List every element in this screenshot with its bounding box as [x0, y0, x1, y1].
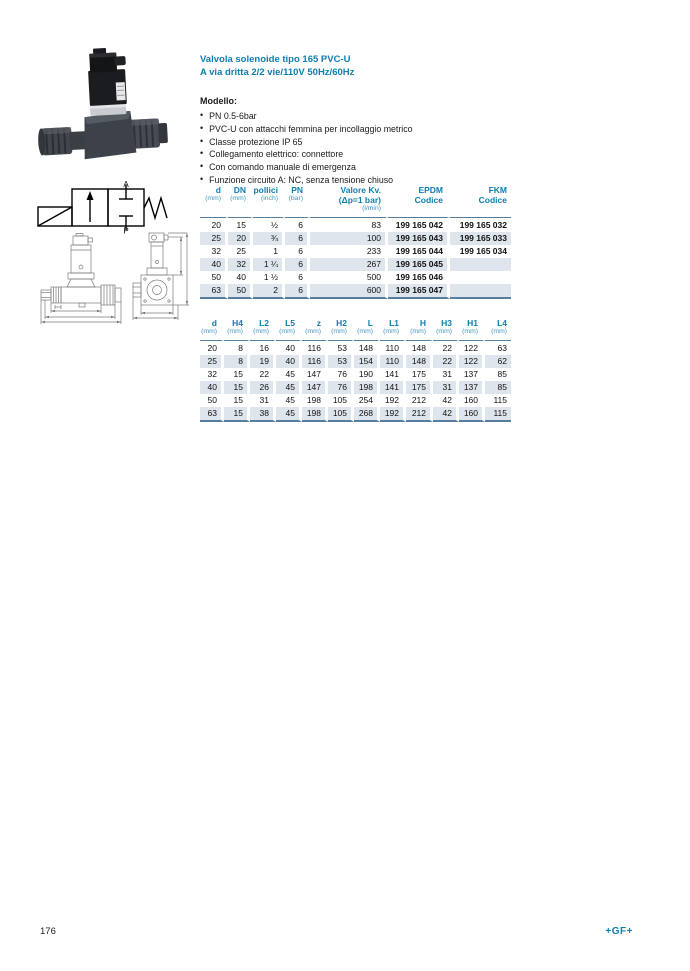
kv-codes-table: [200, 185, 511, 299]
column-header: [485, 318, 511, 341]
table-cell: 100: [310, 232, 388, 245]
column-header-lbl: L: [367, 318, 373, 328]
table-cell: 160: [459, 394, 485, 407]
table-cell: 198: [354, 381, 380, 394]
column-header-unit: (inch): [261, 195, 278, 202]
table-cell: 105: [328, 407, 354, 422]
product-photo: [33, 46, 183, 174]
table-cell: 42: [433, 407, 459, 422]
column-header-unit: (mm): [462, 328, 478, 335]
table-cell: 199 165 044: [388, 245, 450, 258]
column-header-lbl: H1: [467, 318, 478, 328]
table-cell: 116: [302, 341, 328, 355]
table-cell: 22: [250, 368, 276, 381]
table-cell: 160: [459, 407, 485, 422]
table-cell: 22: [433, 355, 459, 368]
table-cell: 1 ¼: [253, 258, 285, 271]
column-header-sub: Codice: [414, 195, 443, 205]
column-header: [285, 185, 310, 218]
list-item: • PVC-U con attacchi femmina per incollaggio metrico: [200, 123, 620, 136]
table-cell: 199 165 033: [450, 232, 511, 245]
column-header: [253, 185, 285, 218]
model-label: Modello:: [200, 96, 237, 106]
column-header-unit: (mm): [227, 328, 243, 335]
table-cell: 76: [328, 368, 354, 381]
column-header-lbl: Valore Kv.: [340, 185, 381, 195]
table-cell: 122: [459, 355, 485, 368]
table-cell: 26: [250, 381, 276, 394]
list-item: • Con comando manuale di emergenza: [200, 161, 620, 174]
dimension-drawing-front: [37, 233, 134, 325]
table-cell: [450, 284, 511, 299]
table-row: [200, 341, 511, 355]
table-row: [200, 355, 511, 368]
table-cell: 63: [497, 342, 507, 353]
table-cell: 6: [285, 271, 310, 284]
column-header-unit: (mm): [331, 328, 347, 335]
table-cell: 148: [354, 341, 380, 355]
symbol-port-a-label: A: [123, 180, 129, 189]
page-title: Valvola solenoide tipo 165 PVC-U: [200, 54, 351, 65]
column-header-lbl: H2: [336, 318, 347, 328]
list-item: • Classe protezione IP 65: [200, 136, 620, 149]
column-header: [200, 185, 228, 218]
table-cell: 199 165 042: [388, 218, 450, 232]
table-cell: 32: [200, 368, 224, 381]
table-cell: [450, 271, 511, 284]
column-header: [450, 185, 511, 218]
table-cell: 31: [433, 368, 459, 381]
table-cell: 76: [328, 381, 354, 394]
column-header-lbl: L2: [259, 318, 269, 328]
table-cell: 141: [380, 381, 406, 394]
table-row: [200, 284, 511, 299]
table-cell: 15: [224, 368, 250, 381]
table-cell: 105: [328, 394, 354, 407]
column-header-unit: (mm): [205, 195, 221, 202]
column-header-unit: (bar): [288, 195, 303, 202]
table-cell: 32: [228, 258, 253, 271]
table-row: [200, 368, 511, 381]
table-cell: 40: [200, 258, 228, 271]
table-cell: 50: [200, 394, 224, 407]
table-cell: 63: [200, 407, 224, 422]
table-cell: 141: [380, 368, 406, 381]
table-cell: 199 165 032: [459, 219, 507, 230]
column-header-unit: (mm): [230, 195, 246, 202]
dimension-drawing-side: [130, 231, 194, 325]
column-header-lbl: DN: [233, 185, 246, 195]
table-cell: 83: [310, 218, 388, 232]
table-cell: 15: [228, 218, 253, 232]
table-row: [200, 407, 511, 422]
page-number: 176: [40, 926, 56, 937]
table-cell: 116: [302, 355, 328, 368]
column-header-lbl: H4: [232, 318, 243, 328]
valve-circuit-symbol: [36, 180, 168, 234]
table-cell: 20: [200, 218, 228, 232]
table-cell: 115: [485, 407, 511, 422]
table-cell: 147: [302, 368, 328, 381]
table-cell: 19: [250, 355, 276, 368]
table-cell: 53: [328, 355, 354, 368]
table-cell: 212: [406, 407, 433, 422]
table-cell: 148: [406, 341, 433, 355]
table-cell: 110: [380, 341, 406, 355]
column-header: [328, 318, 354, 341]
table-cell: 45: [276, 407, 302, 422]
column-header-lbl: EPDM: [418, 185, 443, 195]
table-cell: 233: [310, 245, 388, 258]
table-cell: 6: [285, 218, 310, 232]
column-header-unit: (mm): [410, 328, 426, 335]
title-block: [200, 53, 620, 187]
table-row: [200, 394, 511, 407]
kv-table-header-row: [200, 185, 511, 218]
list-item: • PN 0.5-6bar: [200, 110, 620, 123]
column-header-lbl: L5: [285, 318, 295, 328]
column-header: [200, 318, 224, 341]
table-cell: 16: [250, 341, 276, 355]
table-cell: 1: [253, 245, 285, 258]
table-cell: 50: [200, 271, 228, 284]
table-cell: 63: [200, 284, 228, 299]
table-cell: 1 ½: [253, 271, 285, 284]
column-header: [310, 185, 388, 218]
column-header-unit: (mm): [201, 328, 217, 335]
column-header-sub: Codice: [478, 195, 507, 205]
table-cell: 38: [250, 407, 276, 422]
table-cell: 268: [354, 407, 380, 422]
table-cell: 198: [302, 407, 328, 422]
column-header-lbl: H: [419, 318, 426, 328]
column-header: [354, 318, 380, 341]
column-header: [433, 318, 459, 341]
table-row: [200, 258, 511, 271]
table-row: [200, 381, 511, 394]
column-header-unit: (mm): [383, 328, 399, 335]
table-cell: 40: [276, 355, 302, 368]
column-header-unit: (mm): [357, 328, 373, 335]
table-cell: 192: [380, 394, 406, 407]
column-header: [228, 185, 253, 218]
table-cell: 6: [285, 232, 310, 245]
table-cell: 122: [459, 341, 485, 355]
table-cell: 199 165 046: [388, 271, 450, 284]
table-cell: 22: [433, 341, 459, 355]
table-cell: 154: [354, 355, 380, 368]
table-cell: 15: [224, 381, 250, 394]
table-cell: 267: [310, 258, 388, 271]
table-cell: 32: [200, 245, 228, 258]
table-cell: 137: [459, 368, 485, 381]
table-cell: 198: [302, 394, 328, 407]
table-cell: 199 165 034: [459, 245, 507, 256]
column-header: [250, 318, 276, 341]
table-cell: 45: [276, 394, 302, 407]
column-header-lbl: z: [316, 318, 321, 328]
table-cell: 175: [406, 368, 433, 381]
table-cell: 199 165 047: [388, 284, 450, 299]
table-cell: 212: [406, 394, 433, 407]
table-cell: 15: [224, 394, 250, 407]
table-cell: 25: [200, 232, 228, 245]
table-cell: 175: [406, 381, 433, 394]
table-cell: 62: [485, 355, 511, 368]
table-cell: 6: [285, 245, 310, 258]
column-header-unit: (mm): [305, 328, 321, 335]
table-cell: 85: [485, 381, 511, 394]
table-cell: 45: [276, 368, 302, 381]
column-header-lbl: L4: [497, 318, 507, 328]
column-header-unit: (mm): [491, 328, 507, 335]
dimensions-table: [200, 318, 511, 422]
table-cell: 500: [310, 271, 388, 284]
table-cell: 148: [406, 355, 433, 368]
table-cell: 6: [285, 284, 310, 299]
table-cell: 8: [224, 355, 250, 368]
table-cell: 110: [380, 355, 406, 368]
table-cell: 20: [200, 341, 224, 355]
table-cell: 192: [380, 407, 406, 422]
table-cell: 31: [433, 381, 459, 394]
table-cell: [450, 258, 511, 271]
gf-logo: +GF+: [605, 926, 633, 937]
table-cell: 15: [224, 407, 250, 422]
column-header: [459, 318, 485, 341]
table-row: [200, 232, 511, 245]
column-header: [406, 318, 433, 341]
column-header-lbl: FKM: [488, 185, 507, 195]
table-row: [200, 218, 511, 232]
feature-list: [200, 110, 620, 187]
table-cell: 137: [459, 381, 485, 394]
table-cell: 199 165 045: [388, 258, 450, 271]
table-cell: ½: [253, 218, 285, 232]
table-cell: 199 165 043: [388, 232, 450, 245]
table-cell: 25: [228, 245, 253, 258]
table-row: [200, 271, 511, 284]
column-header: [388, 185, 450, 218]
table-cell: 115: [493, 394, 507, 405]
table-cell: 53: [328, 341, 354, 355]
table-cell: 254: [354, 394, 380, 407]
table-cell: 147: [302, 381, 328, 394]
column-header-lbl: d: [215, 185, 221, 195]
table-cell: 20: [228, 232, 253, 245]
table-cell: 50: [228, 284, 253, 299]
column-header-lbl: PN: [291, 185, 303, 195]
table-row: [200, 245, 511, 258]
column-header-lbl: L1: [389, 318, 399, 328]
page-subtitle: A via dritta 2/2 vie/110V 50Hz/60Hz: [200, 67, 355, 78]
column-header-lbl: d: [211, 318, 217, 328]
table-cell: 42: [433, 394, 459, 407]
table-cell: 190: [354, 368, 380, 381]
table-cell: 25: [200, 355, 224, 368]
column-header: [302, 318, 328, 341]
list-item: • Funzione circuito A: NC, senza tensione chiuso: [200, 174, 620, 187]
table-cell: 31: [250, 394, 276, 407]
table-cell: 40: [200, 381, 224, 394]
column-header-unit: (mm): [253, 328, 269, 335]
column-header-unit: (l/min): [362, 205, 381, 212]
table-cell: 600: [310, 284, 388, 299]
column-header-unit: (mm): [279, 328, 295, 335]
table-cell: ¾: [253, 232, 285, 245]
column-header: [276, 318, 302, 341]
table-cell: 2: [253, 284, 285, 299]
list-item: • Collegamento elettrico: connettore: [200, 148, 620, 161]
table-cell: 40: [228, 271, 253, 284]
table-cell: 45: [276, 381, 302, 394]
column-header: [224, 318, 250, 341]
table-cell: 85: [497, 368, 507, 379]
column-header-lbl: H3: [441, 318, 452, 328]
table-cell: 8: [224, 341, 250, 355]
column-header: [380, 318, 406, 341]
column-header-unit: (mm): [436, 328, 452, 335]
dimensions-table-header-row: [200, 318, 511, 341]
column-header-lbl: pollici: [253, 185, 278, 195]
symbol-port-p-label: P: [123, 226, 129, 234]
table-cell: 6: [285, 258, 310, 271]
table-cell: 40: [276, 341, 302, 355]
column-header-sub: (Δp=1 bar): [338, 195, 381, 205]
